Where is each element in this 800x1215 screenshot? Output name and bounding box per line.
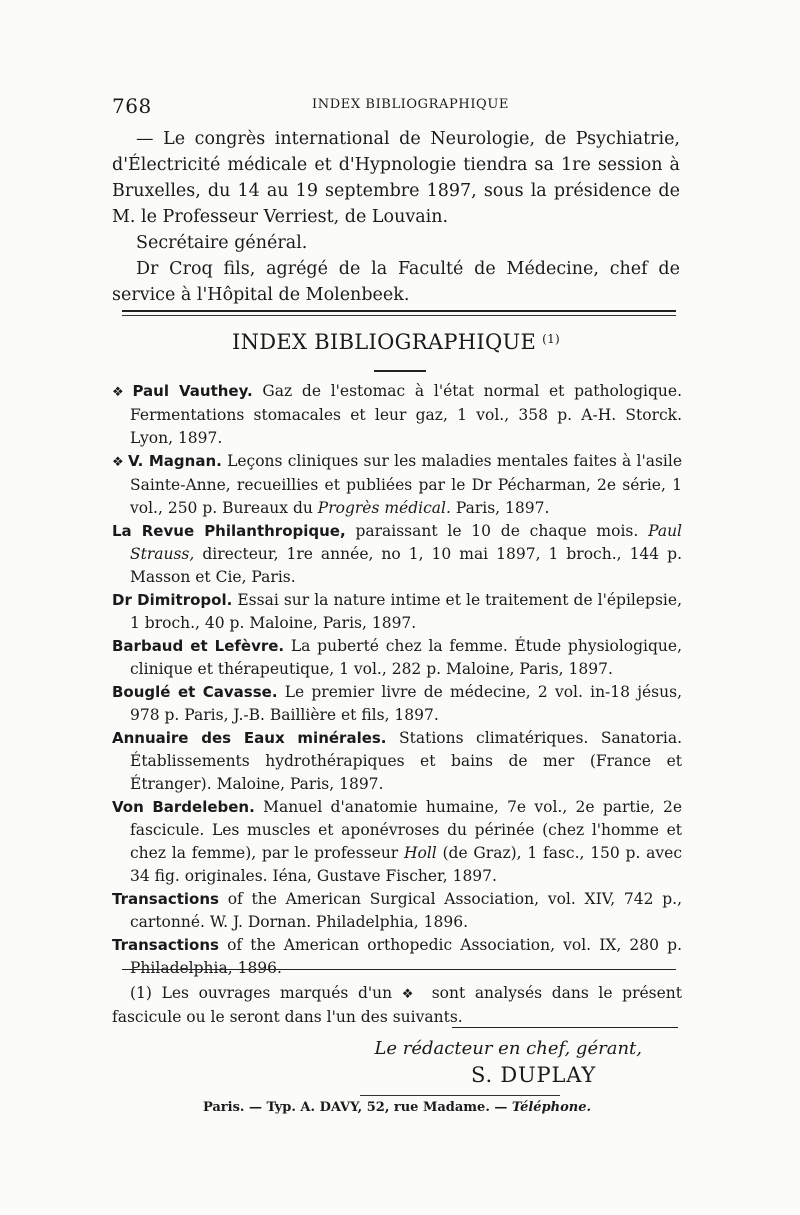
section-divider-top xyxy=(122,310,676,312)
imprint-telephone: Téléphone. xyxy=(511,1100,592,1115)
entry-description: Manuel d'anatomie humaine, 7e vol., 2e partie, 2e fascicule. Les muscles et aponévroses du périnée (chez l'homme et chez la femme), par le professeur xyxy=(130,798,682,862)
printer-imprint xyxy=(112,1100,682,1115)
section-divider-bottom xyxy=(122,315,676,316)
footnote-text-before: (1) Les ouvrages marqués d'un xyxy=(130,984,402,1002)
entry-description: Le premier livre de médecine, 2 vol. in-18 jésus, 978 p. Paris, J.-B. Baillière et fils, 1897. xyxy=(130,683,683,724)
announcement-paragraph-3: Dr Croq fils, agrégé de la Faculté de Médecine, chef de service à l'Hôpital de Molenbeek. xyxy=(112,259,680,305)
entry-description-continued: (de Graz), 1 fasc., 150 p. avec 34 fig. originales. Iéna, Gustave Fischer, 1897. xyxy=(130,844,683,885)
entry-description: La puberté chez la femme. Étude physiologique, clinique et thérapeutique, 1 vol., 282 p. Maloine, Paris, 1897. xyxy=(130,637,683,678)
bibliography-entry xyxy=(112,450,682,520)
entry-author: Dr Dimitropol. xyxy=(112,591,233,609)
entry-author: Bouglé et Cavasse. xyxy=(112,683,278,701)
imprint-divider xyxy=(360,1095,560,1096)
entry-description: Gaz de l'estomac à l'état normal et pathologique. Fermentations stomacales et leur gaz, 1 vol., 358 p. A-H. Storck. Lyon, 1897. xyxy=(130,382,682,447)
entry-author: Von Bardeleben. xyxy=(112,798,255,816)
entry-description-continued: directeur, 1re année, no 1, 10 mai 1897, 1 broch., 144 p. Masson et Cie, Paris. xyxy=(130,545,682,586)
bibliography-entry xyxy=(112,681,682,727)
entry-description: Essai sur la nature intime et le traitement de l'épilepsie, 1 broch., 40 p. Maloine, Paris, 1897. xyxy=(130,591,682,632)
heading-underline xyxy=(374,370,426,372)
signature-name: S. DUPLAY xyxy=(471,1063,596,1087)
bibliography-list xyxy=(112,380,682,980)
footnote-divider xyxy=(122,969,676,970)
entry-author: Barbaud et Lefèvre. xyxy=(112,637,285,655)
footnote-reference: (1) xyxy=(542,332,561,346)
entry-author: Annuaire des Eaux minérales. xyxy=(112,729,387,747)
entry-description: Leçons cliniques sur les maladies mentales faites à l'asile Sainte-Anne, recueillies et publiées par le Dr Pécharman, 2e série, 1 vol., 250 p. Bureaux du xyxy=(130,452,682,517)
announcement-paragraph-2: Secrétaire général. xyxy=(136,233,308,253)
bibliography-entry xyxy=(112,934,682,980)
congress-announcement xyxy=(112,126,680,308)
entry-description-continued: Paris, 1897. xyxy=(450,499,550,517)
entry-author: Paul Vauthey. xyxy=(132,382,253,400)
entry-italic: Holl xyxy=(403,844,437,862)
bibliography-entry xyxy=(112,727,682,796)
page-number: 768 xyxy=(112,94,152,118)
diamond-icon: ❖ xyxy=(401,987,419,1002)
signature-divider xyxy=(452,1027,678,1028)
bibliography-entry xyxy=(112,796,682,888)
bibliography-entry xyxy=(112,380,682,450)
diamond-icon: ❖ xyxy=(112,385,129,400)
footnote xyxy=(112,982,682,1029)
index-heading xyxy=(112,330,680,354)
entry-description: Stations climatériques. Sanatoria. Établissements hydrothérapiques et bains de mer (France et Étranger). Maloine, Paris, 1897. xyxy=(130,729,682,793)
entry-italic: Progrès médical. xyxy=(317,499,451,517)
running-head xyxy=(112,94,678,118)
entry-author: Transactions xyxy=(112,936,219,954)
bibliography-entry xyxy=(112,589,682,635)
entry-description: of the American orthopedic Association, vol. IX, 280 p. Philadelphia, 1896. xyxy=(130,936,682,977)
index-heading-text: INDEX BIBLIOGRAPHIQUE xyxy=(231,330,537,354)
signature-role: Le rédacteur en chef, gérant, xyxy=(374,1038,642,1059)
entry-author: La Revue Philanthropique, xyxy=(112,522,346,540)
announcement-paragraph-1: — Le congrès international de Neurologie, de Psychiatrie, d'Électricité médicale et d'Hypnologie tiendra sa 1re session à Bruxelles, du 14 au 19 septembre 1897, sous la présidence de M. le Professeur Verriest, de Louvain. xyxy=(112,129,680,227)
imprint-text: Paris. — Typ. A. DAVY, 52, rue Madame. — xyxy=(202,1100,512,1115)
bibliography-entry xyxy=(112,635,682,681)
footnote-text xyxy=(112,982,682,1029)
entry-author: Transactions xyxy=(112,890,219,908)
footnote-text-after: sont analysés dans le présent fascicule ou le seront dans l'un des suivants. xyxy=(112,984,682,1026)
bibliography-entry xyxy=(112,520,682,589)
entry-description: of the American Surgical Association, vol. XIV, 742 p., cartonné. W. J. Dornan. Philadelphia, 1896. xyxy=(130,890,682,931)
entry-author: V. Magnan. xyxy=(127,452,222,470)
entry-description: paraissant le 10 de chaque mois. xyxy=(345,522,649,540)
running-title: INDEX BIBLIOGRAPHIQUE xyxy=(312,97,509,112)
diamond-icon: ❖ xyxy=(112,455,124,470)
bibliography-entry xyxy=(112,888,682,934)
entry-italic: Paul Strauss, xyxy=(130,522,683,563)
